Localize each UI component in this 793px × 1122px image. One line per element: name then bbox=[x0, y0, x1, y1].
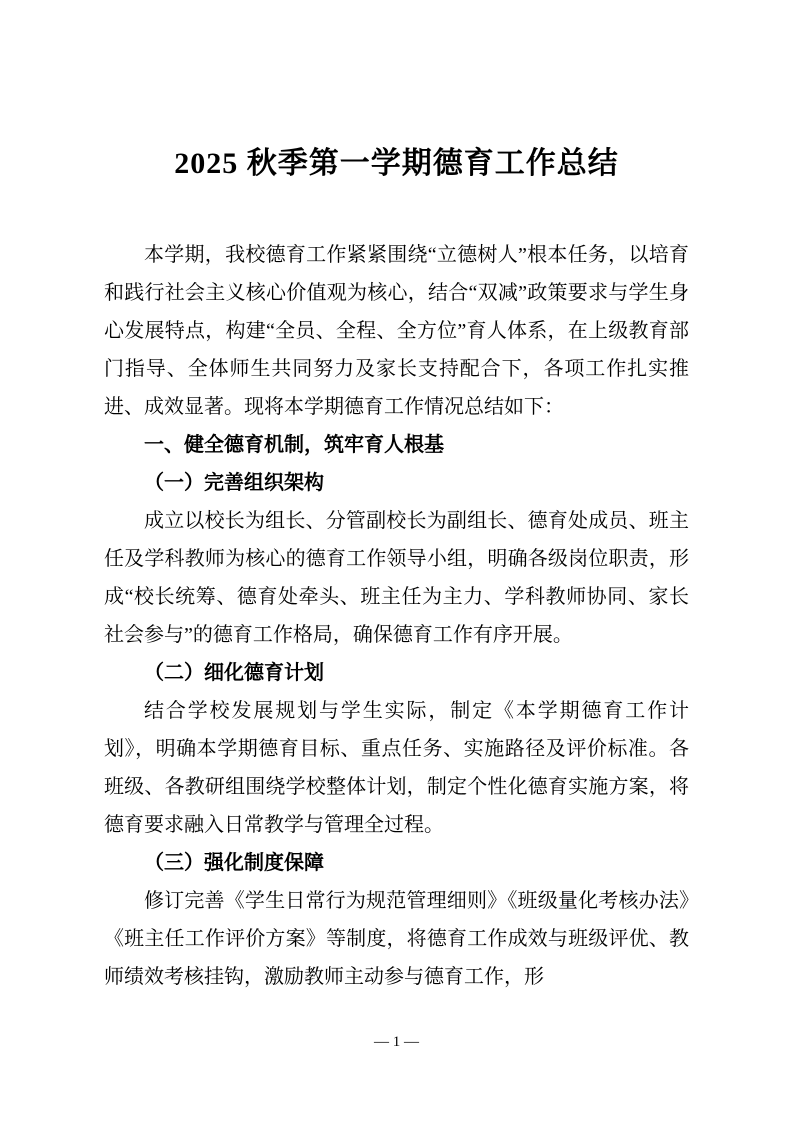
section-heading: （二）细化德育计划 bbox=[144, 662, 324, 684]
section-heading: （一）完善组织架构 bbox=[144, 472, 324, 494]
document-title: 2025 秋季第一学期德育工作总结 bbox=[174, 147, 619, 180]
section-heading: （三）强化制度保障 bbox=[144, 852, 324, 874]
document-body bbox=[104, 236, 689, 996]
paragraph: 修订完善《学生日常行为规范管理细则》《班级量化考核办法》《班主任工作评价方案》等制度，将德育工作成效与班级评优、教师绩效考核挂钩，激励教师主动参与德育工作，形 bbox=[104, 890, 689, 988]
page-number: — 1 — bbox=[374, 1034, 419, 1050]
section-heading: 一、健全德育机制，筑牢育人根基 bbox=[144, 434, 444, 456]
paragraph: 成立以校长为组长、分管副校长为副组长、德育处成员、班主任及学科教师为核心的德育工作领导小组，明确各级岗位职责，形成“校长统筹、德育处牵头、班主任为主力、学科教师协同、家长社会参与”的德育工作格局，确保德育工作有序开展。 bbox=[104, 510, 689, 646]
paragraph: 本学期，我校德育工作紧紧围绕“立德树人”根本任务，以培育和践行社会主义核心价值观为核心，结合“双减”政策要求与学生身心发展特点，构建“全员、全程、全方位”育人体系，在上级教育部门指导、全体师生共同努力及家长支持配合下，各项工作扎实推进、成效显著。现将本学期德育工作情况总结如下： bbox=[104, 244, 689, 418]
paragraph: 结合学校发展规划与学生实际，制定《本学期德育工作计划》，明确本学期德育目标、重点任务、实施路径及评价标准。各班级、各教研组围绕学校整体计划，制定个性化德育实施方案，将德育要求融入日常教学与管理全过程。 bbox=[104, 700, 689, 836]
